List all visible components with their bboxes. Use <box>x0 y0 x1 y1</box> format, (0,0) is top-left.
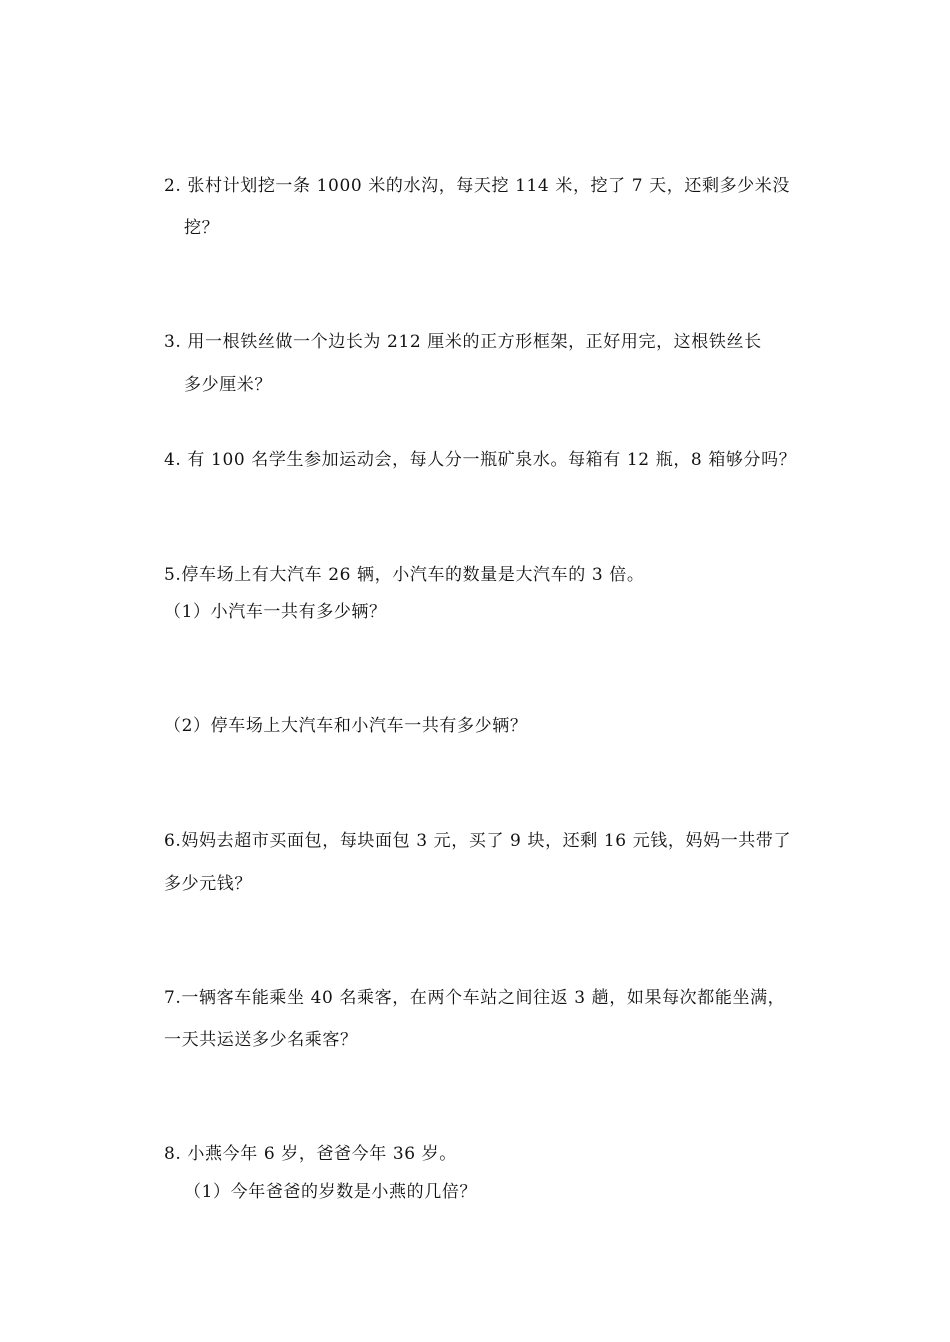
problem-2-line-2: 挖？ <box>184 218 220 238</box>
problem-2-line-1: 2. 张村计划挖一条 1000 米的水沟，每天挖 114 米，挖了 7 天，还剩多少米没 <box>164 176 790 196</box>
problem-5-sub-1: （1）小汽车一共有多少辆？ <box>164 602 387 622</box>
problem-8-line-1: 8. 小燕今年 6 岁，爸爸今年 36 岁。 <box>164 1144 457 1164</box>
problem-7-line-2: 一天共运送多少名乘客？ <box>164 1030 358 1050</box>
problem-4-line-1: 4. 有 100 名学生参加运动会，每人分一瓶矿泉水。每箱有 12 瓶，8 箱够分吗？ <box>164 450 797 470</box>
problem-6-line-2: 多少元钱？ <box>164 874 252 894</box>
problem-5-line-1: 5.停车场上有大汽车 26 辆，小汽车的数量是大汽车的 3 倍。 <box>164 565 645 585</box>
problem-8-sub-1: （1）今年爸爸的岁数是小燕的几倍？ <box>184 1182 478 1202</box>
problem-3-line-1: 3. 用一根铁丝做一个边长为 212 厘米的正方形框架，正好用完，这根铁丝长 <box>164 332 762 352</box>
problem-5-sub-2: （2）停车场上大汽车和小汽车一共有多少辆？ <box>164 716 528 736</box>
problem-7-line-1: 7.一辆客车能乘坐 40 名乘客，在两个车站之间往返 3 趟，如果每次都能坐满， <box>164 988 786 1008</box>
problem-6-line-1: 6.妈妈去超市买面包，每块面包 3 元，买了 9 块，还剩 16 元钱，妈妈一共带了 <box>164 831 792 851</box>
problem-3-line-2: 多少厘米？ <box>184 375 272 395</box>
